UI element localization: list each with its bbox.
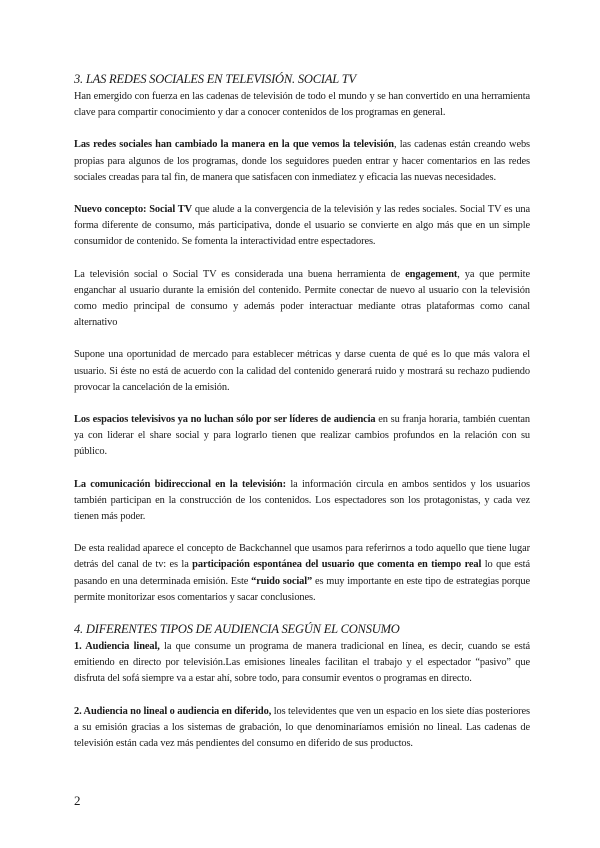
bold-phrase: participación espontánea del usuario que comenta en tiempo real bbox=[192, 559, 482, 571]
paragraph-text: De esta realidad aparece el concepto de Backchannel que usamos para referirnos a todo aquello que tiene lugar detrás del canal de tv: es la bbox=[74, 543, 530, 571]
section-heading-audiencia: 4. DIFERENTES TIPOS DE AUDIENCIA SEGÚN EL CONSUMO bbox=[74, 622, 400, 637]
paragraph-text: la que consume un programa de manera tradicional en línea, es decir, cuando se está emitiendo en directo por televisión.Las emisiones lineales facilitan el trabajo y el espectador “pasivo” que disfruta del sofá siempre va a estar ahí, sobre todo, para consumir eventos o programas en directo. bbox=[74, 641, 531, 685]
paragraph-backchannel bbox=[74, 541, 530, 606]
document-page bbox=[74, 72, 530, 768]
paragraph-audiencia-no-lineal bbox=[74, 704, 530, 753]
bold-phrase: La comunicación bidireccional en la televisión: bbox=[74, 478, 286, 490]
paragraph-text: lo que está pasando en una determinada emisión. Este bbox=[74, 559, 530, 587]
paragraph-intro: Han emergido con fuerza en las cadenas de televisión de todo el mundo y se han convertido en una herramienta clave para compartir conocimiento y dar a conocer contenidos de los programas en general. bbox=[74, 91, 530, 119]
bold-phrase: engagement bbox=[405, 268, 458, 280]
paragraph-nuevo-concepto bbox=[74, 202, 530, 251]
paragraph-text: es muy importante en este tipo de estrategias porque permite monitorizar esos comentarios y sacar conclusiones. bbox=[74, 575, 530, 603]
section-heading-social-tv: 3. LAS REDES SOCIALES EN TELEVISIÓN. SOCIAL TV bbox=[74, 72, 356, 86]
paragraph-text: los televidentes que ven un espacio en los siete días posteriores a su emisión gracias a los sistemas de grabación, lo que denominaríamos emisión no lineal. Las cadenas de televisión están cada vez más pendientes del consumo en diferido de sus productos. bbox=[74, 705, 530, 750]
paragraph-text: La televisión social o Social TV es considerada una buena herramienta de bbox=[74, 268, 406, 280]
paragraph-oportunidad: Supone una oportunidad de mercado para establecer métricas y darse cuenta de qué es lo que más valora el usuario. Si éste no está de acuerdo con la calidad del contenido generará ruido y mostrará su rechazo pudiendo provocar la cancelación de la emisión. bbox=[74, 349, 530, 393]
bold-phrase: Los espacios televisivos ya no luchan sólo por ser líderes de audiencia bbox=[74, 414, 376, 426]
bold-phrase: Nuevo concepto: Social TV bbox=[74, 204, 193, 216]
paragraph-text: la información circula en ambos sentidos y los usuarios también participan en la construcción de los contenidos. Los espectadores son los protagonistas, y cada vez tienen más poder. bbox=[74, 478, 530, 523]
paragraph-comunicacion-bidireccional bbox=[74, 477, 530, 526]
bold-phrase: “ruido social” bbox=[251, 575, 313, 587]
bold-phrase: Las redes sociales han cambiado la manera en la que vemos la televisión bbox=[74, 139, 394, 151]
paragraph-text: , las cadenas están creando webs propias para algunos de los programas, donde los seguidores pueden entrar y hacer comentarios en las redes sociales creadas para tal fin, de manera que satisfacen con inmediatez y eficacia las nuevas necesidades. bbox=[74, 139, 530, 183]
paragraph-text: en su franja horaria, también cuentan ya con liderar el share social y para lograrlo tienen que realizar cambios profundos en la relación con su público. bbox=[74, 414, 530, 458]
paragraph-text: que alude a la convergencia de la televisión y las redes sociales. Social TV es una forma diferente de consumo, más participativa, donde el usuario se convierte en algo más que en un simple consumidor de contenido. Se fomenta la interactividad entre espectadores. bbox=[74, 204, 530, 248]
paragraph-redes-sociales bbox=[74, 137, 530, 186]
bold-phrase: 1. Audiencia lineal, bbox=[74, 641, 160, 653]
paragraph-espacios-televisivos bbox=[74, 412, 530, 461]
paragraph-text: , ya que permite enganchar al usuario durante la emisión del contenido. Permite conectar de nuevo al usuario con la televisión como medio principal de consumo y además poder interactuar mediante otras plataformas como canal alternativo bbox=[74, 268, 530, 329]
bold-phrase: 2. Audiencia no lineal o audiencia en diferido, bbox=[74, 705, 272, 717]
page-number: 2 bbox=[74, 793, 81, 808]
paragraph-audiencia-lineal bbox=[74, 639, 530, 688]
paragraph-television-social bbox=[74, 267, 530, 332]
